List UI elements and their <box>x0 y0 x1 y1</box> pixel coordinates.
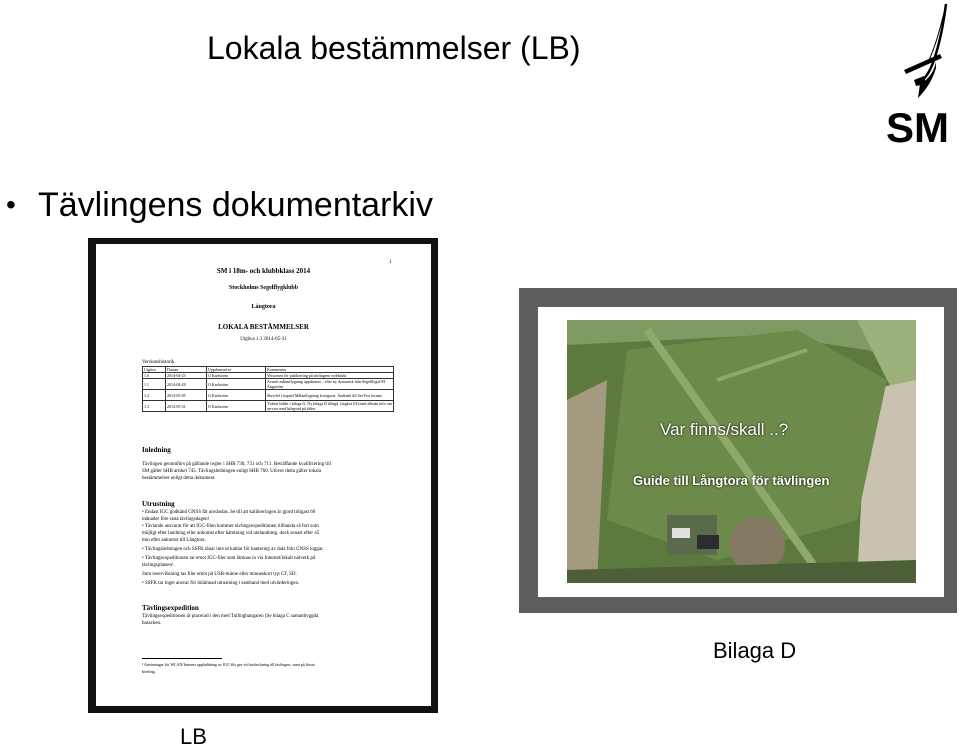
section-line: Tävlingen genomförs på gällande regler i SHB 730, 731 och 711. Beträffande kvalificering till <box>142 462 331 467</box>
table-row <box>143 390 394 401</box>
section-line: månader före sista tävlingsdagen! <box>142 517 210 522</box>
table-cell: 2014-05-31 <box>166 401 207 412</box>
section-line: • Tävlande ansvarar för att IGC-filen kommer tävlingsexpeditionen tillhanda så fort som <box>142 524 319 529</box>
doc-heading-1: SM i 18m- och klubbklass 2014 <box>216 267 311 275</box>
section-title-inledning: Inledning <box>142 446 171 454</box>
doc-heading-4: LOKALA BESTÄMMELSER <box>218 323 309 331</box>
page-number: 1 <box>389 260 392 265</box>
footnote-line: briefing. <box>142 669 156 674</box>
doc-version-line: Utgåva 1.3 2014-05-31 <box>240 337 287 342</box>
document-page <box>96 244 431 706</box>
table-caption: Versionshistorik <box>142 360 175 365</box>
section-title-expedition: Tävlingsexpedition <box>142 604 199 612</box>
table-cell: O Karlström <box>207 390 266 401</box>
section-line: Som reservlösning tas filer emot på USB-minne eller minneskort typ CF, SD. <box>142 572 297 577</box>
table-cell: 2014-04-23 <box>166 373 207 379</box>
table-cell: Versionen för publicering på tävlingens webbsida <box>266 373 394 379</box>
table-cell: 1.1 <box>143 379 166 390</box>
table-cell: 2014-04-28 <box>166 379 207 390</box>
sm-glider-logo <box>884 2 956 148</box>
section-line: • Tävlingsexpeditionen tar emot IGC-filer som lämnas in via Internet/lokalt nätverk på <box>142 556 316 561</box>
section-line: • SSFK tar inget ansvar för inlämnad utrustning i samband med utvärderingen. <box>142 581 300 586</box>
section-line: Tävlingsexpeditionen är placerad i den med Tullinghangaren (Se bilaga C samanbyggda <box>142 614 319 619</box>
bullet-dot: • <box>6 189 16 220</box>
table-header-cell: Uppdaterad av <box>207 367 266 373</box>
footnote-line: ¹ Anvisningar för WLAN/Internet uppladdning av IGC-fils ges vid incheckning till tävlingen, samt på första <box>142 662 315 667</box>
table-row <box>143 379 394 390</box>
table-header-cell: Datum <box>166 367 207 373</box>
table-cell: O Karlström <box>207 373 266 379</box>
section-line: SM gäller SHB artikel 745. Tävlingsledningen enligt SHB 760. Utöver detta gäller lokala <box>142 469 322 474</box>
table-cell: Tvättat bilder i bilaga G. Ny bilaga D tillagd. (utgåva 03) med allmän info om service med bilagvad på fältet. <box>267 401 392 411</box>
photo-overlay-subtitle: Guide till Långtora för tävlingen <box>633 473 830 488</box>
section-line: min efter ankomst till Långtora. <box>142 538 206 543</box>
table-cell: O Karlström <box>207 401 266 412</box>
slide-title: Lokala bestämmelser (LB) <box>207 30 581 66</box>
section-line: • Endast IGC godkänd GNSS får användas. Se till att kalibreringen är gjord tidigast 60 <box>142 510 316 515</box>
section-title-utrustning: Utrustning <box>142 500 175 508</box>
table-header-cell: Kommentar <box>266 367 394 373</box>
glider-icon <box>904 4 946 98</box>
table-cell: O Karlström <box>207 379 266 390</box>
document-thumbnail <box>88 238 438 713</box>
table-cell: 1.3 <box>143 401 166 412</box>
section-line: möjligt efter landning eller ankomst efter hämtning vid utelandning, dock senast efter 45 <box>142 531 320 536</box>
section-line: baracken. <box>142 621 162 626</box>
aerial-photo <box>567 320 916 583</box>
sm-logo-text: SM <box>886 104 949 148</box>
bilaga-caption: Bilaga D <box>713 638 797 663</box>
table-cell: 1.0 <box>143 373 166 379</box>
section-line: tävlingsplatsen¹. <box>142 563 175 568</box>
section-line: • Tävlingsledningen och SSFK tänar inte ut kablar för hantering av data från GNSS loggar. <box>142 547 324 552</box>
aerial-photo-image <box>567 320 916 583</box>
footnote-rule <box>142 658 222 659</box>
table-cell: Skrivfel i kapitel Målanflygning korrigerat. Ändrade till SecYou format. <box>266 390 394 401</box>
table-cell: 2014-05-05 <box>166 390 207 401</box>
doc-heading-3: Långtora <box>251 304 276 310</box>
doc-heading-2: Stockholms Segelflygklubb <box>228 285 299 291</box>
version-table <box>142 366 394 412</box>
bullet-text: Tävlingens dokumentarkiv <box>38 186 433 224</box>
lb-caption: LB <box>180 724 207 749</box>
table-cell: 1.2 <box>143 390 166 401</box>
table-header-cell: Utgåva <box>143 367 166 373</box>
table-cell: Avsnitt målanflygning uppdaterat – efter ny dynamisk från Segelflygsf/M Ängström <box>266 379 394 390</box>
section-line: bestämmelser enligt detta dokument. <box>142 476 216 481</box>
photo-overlay-title: Var finns/skall ..? <box>660 420 789 439</box>
table-row <box>143 401 394 412</box>
